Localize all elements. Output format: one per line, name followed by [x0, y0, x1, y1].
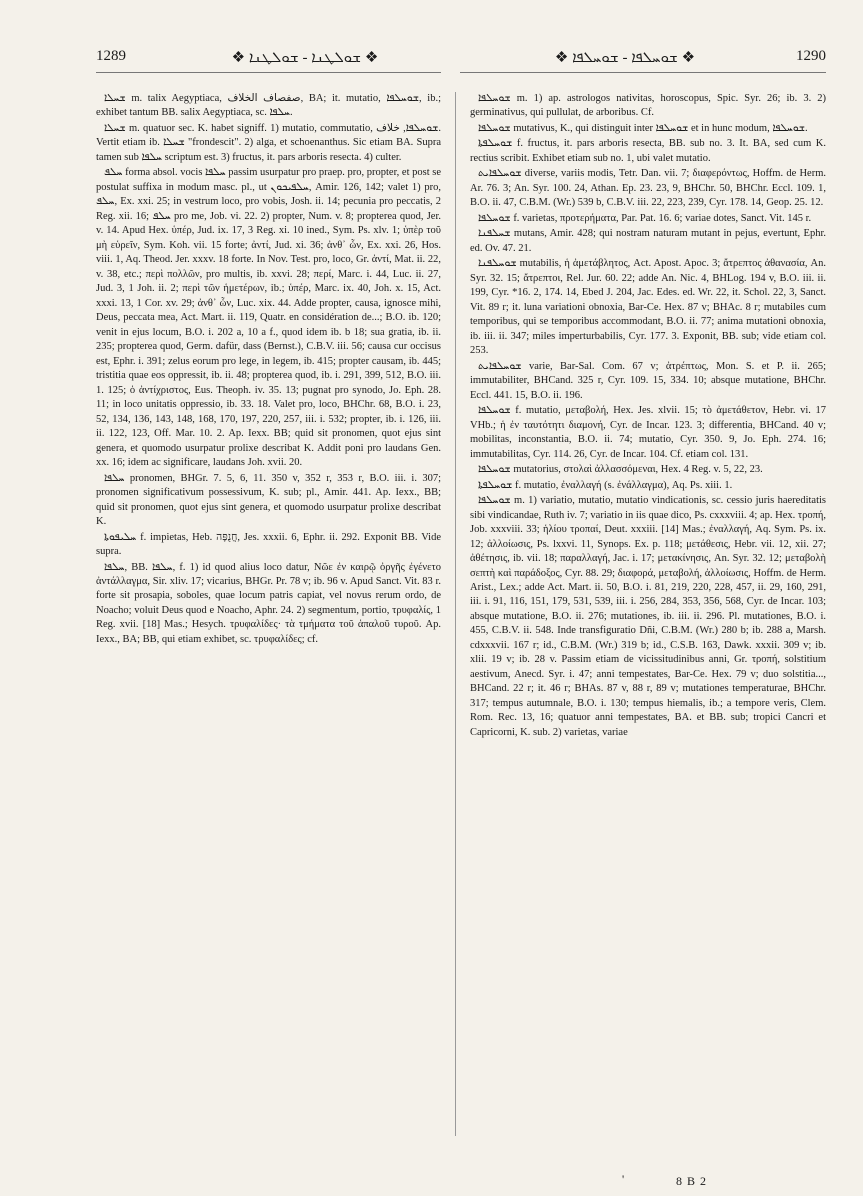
- entry: ܚܠܝܦܘܬܐ f. impietas, Heb. חֲנֻפָּה, Jes. xxxii. 6, Ephr. ii. 292. Exponit BB. Vide supra.: [96, 531, 441, 558]
- header-rule-right: [460, 72, 826, 73]
- entry: ܫܘܚܠܦܐ f. varietas, προτερήματα, Par. Pat. 16. 6; variae dotes, Sanct. Vit. 145 r.: [478, 212, 812, 224]
- entry: ܫܘܚܠܦܐ f. mutatio, μεταβολή, Hex. Jes. xlvii. 15; τὸ ἀμετάθετον, Hebr. vi. 17 VHb.; ἡ ἐν ταυτότητι διαμονή, Cyr. de Incar. 123. 3; differentia, BHCand. 40 v; mobilitas, inconstantia, B.O. ii. 74; mutatio, Cyr. 350. 9, Jo. Eph. 274. 16; immutabilitas, Cyr. 114. 26, Cyr. de Incar. 104. Cf. etiam col. 131.: [470, 405, 826, 460]
- entry: ܫܘܚܠܦܐ mutativus, K., qui distinguit inter ܫܘܚܠܦܐ et in hunc modum, ܫܘܚܠܦܐ.: [478, 122, 808, 134]
- running-head-right: ❖ ܫܘܚܠܦܐ - ܫܘܚܠܦܐ ❖: [554, 50, 696, 66]
- header-rule-left: [96, 72, 441, 73]
- page-number-right: 1290: [796, 48, 826, 64]
- entry: ܫܚܠܐ m. quatuor sec. K. habet signiff. 1) mutatio, commutatio, ܫܘܚܠܦܐ, خلاف. Vertit etiam ib. ܫܚܠܐ "frondescit". 2) alga, et schoenanthus. Sic etiam BA. Supra tamen sub ܚܠܦܐ scriptum est. 3) fructus, it. pars arboris resecta. 4) culter.: [96, 122, 441, 163]
- column-divider: [455, 92, 456, 1136]
- right-column: [470, 92, 826, 1136]
- entry: ܫܘܚܠܦܐ m. 1) ap. astrologos nativitas, horoscopus, Spic. Syr. 26; ib. 3. 2) germinativus, qui pullulat, de arboribus. Cf.: [470, 93, 826, 119]
- entry: ܫܘܚܠܦܐܝܬ varie, Bar-Sal. Com. 67 v; ἀτρέπτως, Mon. S. et P. ii. 265; immutabiliter, BHCand. 325 r, Cyr. 109. 15, 334. 10; absque mutatione, BHChr. Eccl. 441. 15, B.O. ii. 196.: [470, 360, 826, 401]
- entry: ܫܚܠܦܢܐ mutans, Amir. 428; qui nostram naturam mutant in pejus, evertunt, Ephr. ed. Ov. 47. 21.: [470, 228, 826, 254]
- entry: ܫܘܚܠܦܢܐ mutabilis, ἡ ἀμετάβλητος, Act. Apost. Apoc. 3; ἄτρεπτος ἀθανασία, An. Syr. 32. 15; ἄτρεπτοι, Rel. Jur. 60. 22; adde An. Nic. 4, BHLog. 194 v, B.O. iii. ii. 199, Cyr. *16. 2, 174. 14, Ebed J. 204, Jac. Edes. ed. Wr. 22, it. Schol. 22, 3, Sanct. Vit. 89 r; it. luna variationi obnoxia, Bar-Ce. Hex. 87 v; BHAc. 8 r; mutabiles cum temporibus, qui se temporibus accommodant, B.O. ii. 77; anima mutationi obnoxia, ib. iii. ii. 347; miles imperturbabilis, Cyr. 177. 3. Exponit, BB. sub; vide etiam col. 253.: [470, 258, 826, 357]
- entry: ܫܘܚܠܦܬܐ f. fructus, it. pars arboris resecta, BB. sub no. 3. It. BA, sed cum K. rectius scribit. Exhibet etiam sub no. 1, ubi valet mutatio.: [470, 138, 826, 164]
- entry: ܫܘܚܠܦܐ m. 1) variatio, mutatio, mutatio vindicationis, sc. cessio juris haereditatis sibi vindicandae, Ruth iv. 7; variatio in iis quae dico, Ps. cxxxviii. 4; ap. Hex. τροπή, Job. xxxviii. 33; ἡλίου τροπαί, Deut. xxxiii. [14] Mas.; ἐναλλαγή, Aq. Sym. Ps. ix. 12; ἀλλοίωσις, Ps. lxxvi. 11, Synops. Ex. p. 118; μετάθεσις, Hebr. vii. 12, xii. 27; ἀθέτησις, ib. vii. 18; παραλλαγή, Jac. i. 17; μετακίνησις, An. Syr. 32. 12; μεταβολὴ σεπτὴ καὶ παράδοξος, Cyr. 88. 29; διαφορά, μεταβολή, ἀλλοίωσις, Hoffm. de Herm. Arist., Lex.; adde Act. Mart. ii. 50, B.O. i. 81, 219, 220, 228, 457, ii. 29, 160, 291, iii. i. 91, 116, 151, 179, 531, 539, iii. i. 256, 284, 353, 356, 568, Cyr. de Incar. 103; absque mutatione, B.O. ii. 276; mutationes, ib. iii. ii. 296. Pl. mutationes, B.O. i. 455, C.B.V. ii. 548. Inde transfiguratio Dñi, C.B.M. (Wr.) 280 b; ib. 288 a, Marsh. cdxxxvii. 167 r; id., C.B.M. (Wr.) 319 b; id., C.S.B. 163, Dawk. xxxii. 309 v; ib. xlii. 19 v; ib. 28 v. Passim etiam de vicissitudinibus anni, Gr. τροπή, solstitium aestivum, Anecd. Syr. i. 47; anni tempestates, Bar-Ce. Hex. 79 v; duo solstitia..., BHCand. 22 r; it. 46 r; BHAs. 87 v, 88 r, 89 v; mutationes temperaturae, BHChr. 317; tempus autumnale, B.O. i. 130; tempus hiemalis, ib.; a tempore veris, Clem. Rom. Rec. 13, 16; quatuor anni tempestates, BA. et BB. sub; tropici Cancri et Capricorni, K. sub. 2) varietas, variae: [470, 495, 826, 738]
- entry: ܚܠܦ forma absol. vocis ܚܠܦܐ passim usurpatur pro praep. pro, propter, et post se postulat suffixa in modum masc. pl., ut ܚܠܦܝܟܘܢ, Amir. 126, 142; valet 1) pro, ܚܠܦ, Ex. xxi. 25; in vestrum loco, pro vobis, Josh. ii. 14; pecunia pro peccatis, 2 Reg. xii. 16; ܚܠܦ pro me, Job. vi. 22. 2) propter, Num. v. 8; propterea quod, Jer. v. 14. Apud Hex. ὑπέρ, Jud. ix. 17, 3 Reg. xi. 10 ined., Sym. Ps. xlv. 1; ὑπὲρ τοῦ μὴ εὑρεῖν, Sym. Koh. vii. 15 forte; ἀντί, Jud. xi. 36; ἀνθ᾽ ὧν, Ex. xxi. 26, Hos. viii. 1, Aq. Theod. Jer. xxxv. 18 forte. In Nov. Test. pro, loco, Gr. ἀντί, Mat. ii. 22, v. 38, etc.; περὶ πολλῶν, pro multis, ib. xxvi. 28; περί, Marc. i. 44, Luc. ii. 27, Jud. 3, 1 Joh. ii. 2; περὶ τῶν ἡμετέρων, ib.; ὑπέρ, Marc. ix. 40, Joh. x. 15, Act. xxxi. 13, 1 Cor. xv. 29; ἀνθ᾽ ὧν, Luc. xix. 44. Adde propter, causa, ignosce mihi, Deus, peccata mea, Act. Mart. ii. 119, Quatr. en considération de...; B.O. ib. 120; venit in ejus locum, B.O. i. 202 a, 10 a f., quod idem ib. b 18; sua gratia, ib. ii. 235; propterea quod, Germ. dafür, dass (Bernst.), C.B.V. iii. 56; causa cur occisus est, Ephr. i. 391; zelus eorum pro lege, in legem, ib. 415; propter causam, ib. 445; tristitia quae eos oppressit, ib. ii. 48; propterea quod, ib. i. 291, 399, 512, B.O. iii. 1. 125; ὁ ἀντίχριστος, Eus. Theoph. iv. 35. 13; pugnat pro synodo, Jo. Eph. 28. 11; in loco unitatis oppressio, ib. 33. 18. Valet pro, loco, BHChr. 68, B.O. i. 23, 52, 134, 136, 143, 148, 168, 170, 197, 220, 257, iii. i. 532; propter, ib. i. 126, iii. ii. 122, 123, Off. Mar. 10. 2. Ap. Iexx. BB; quid sit pronomen, quot ejus sint genera, et quomodo usurpatur prolixe describat K. Addit poni pro laudans Gen. xx. 16; idem ac significare, laudans Joh. xvii. 20.: [96, 167, 441, 469]
- printer-signature: 8 B 2: [676, 1174, 708, 1188]
- entry: ܫܘܚܠܦܐܝܬ diverse, variis modis, Tetr. Dan. vii. 7; διαφερόντως, Hoffm. de Herm. Ar. 76. 3; An. Syr. 100. 24, Athan. Ep. 23. 23, 9, BHChr. 50, BHChr. Eccl. 109. 1, B.O. ii. 47, C.B.M. (Wr.) 539 b, C.B.V. iii. 22, 223, 239, Cyr. 178. 14, Geop. 25. 12.: [470, 168, 826, 209]
- page-header: [0, 0, 863, 90]
- entry: ܚܠܦܐ pronomen, BHGr. 7. 5, 6, 11. 350 v, 352 r, 353 r, B.O. iii. i. 307; pronomen significativum possessivum, K. sub; pl., Amir. 441. Ap. Iexx., BB; quid sit pronomen, quot ejus sint genera, et quomodo usurpatur prolixe describat K.: [96, 472, 441, 528]
- running-head-left: ❖ ܫܘܠܛܢܐ - ܫܘܠܛܢܐ ❖: [231, 50, 379, 66]
- entry: ܚܠܦܐ, BB. ܚܠܦܐ, f. 1) id quod alius loco datur, Νῶε ἐν καιρῷ ὀργῆς ἐγένετο ἀντάλλαγμα, Sir. xliv. 17; vicarius, BHGr. Pr. 78 v; ib. 96 v. Apud Sanct. Vit. 83 r. forte sit prosapia, soboles, quae locum patris capiat, vel novus rerum ordo, de Noacho; voluit Deus quod e Noacho, Aphr. 24. 2) segmentum, portio, τρυφαλίς, 1 Reg. xvii. [18] Mas.; Hesych. τρυφαλίδες· τὰ τμήματα τοῦ ἁπαλοῦ τυροῦ. Ap. Iexx., BA; BB, qui etiam exhibet, sc. τρυφαλίδες; cf.: [96, 561, 441, 645]
- page-number-left: 1289: [96, 48, 126, 64]
- left-column: [96, 92, 441, 1136]
- entry: ܫܘܚܠܦܐ mutatorius, στολαὶ ἀλλασσόμεναι, Hex. 4 Reg. v. 5, 22, 23.: [478, 464, 763, 476]
- entry: ܫܘܚܠܦܬܐ f. mutatio, ἐναλλαγή (s. ἐνάλλαγμα), Aq. Ps. xiii. 1.: [478, 479, 733, 491]
- footer-mark: ': [622, 1172, 625, 1186]
- entry: ܫܚܠܐ m. talix Aegyptiaca, صفصاف الخلاف, BA; it. mutatio, ܫܘܚܠܦܐ, ib.; exhibet tantum BB. salix Aegyptiaca, sc. ܚܠܦܐ.: [96, 93, 441, 119]
